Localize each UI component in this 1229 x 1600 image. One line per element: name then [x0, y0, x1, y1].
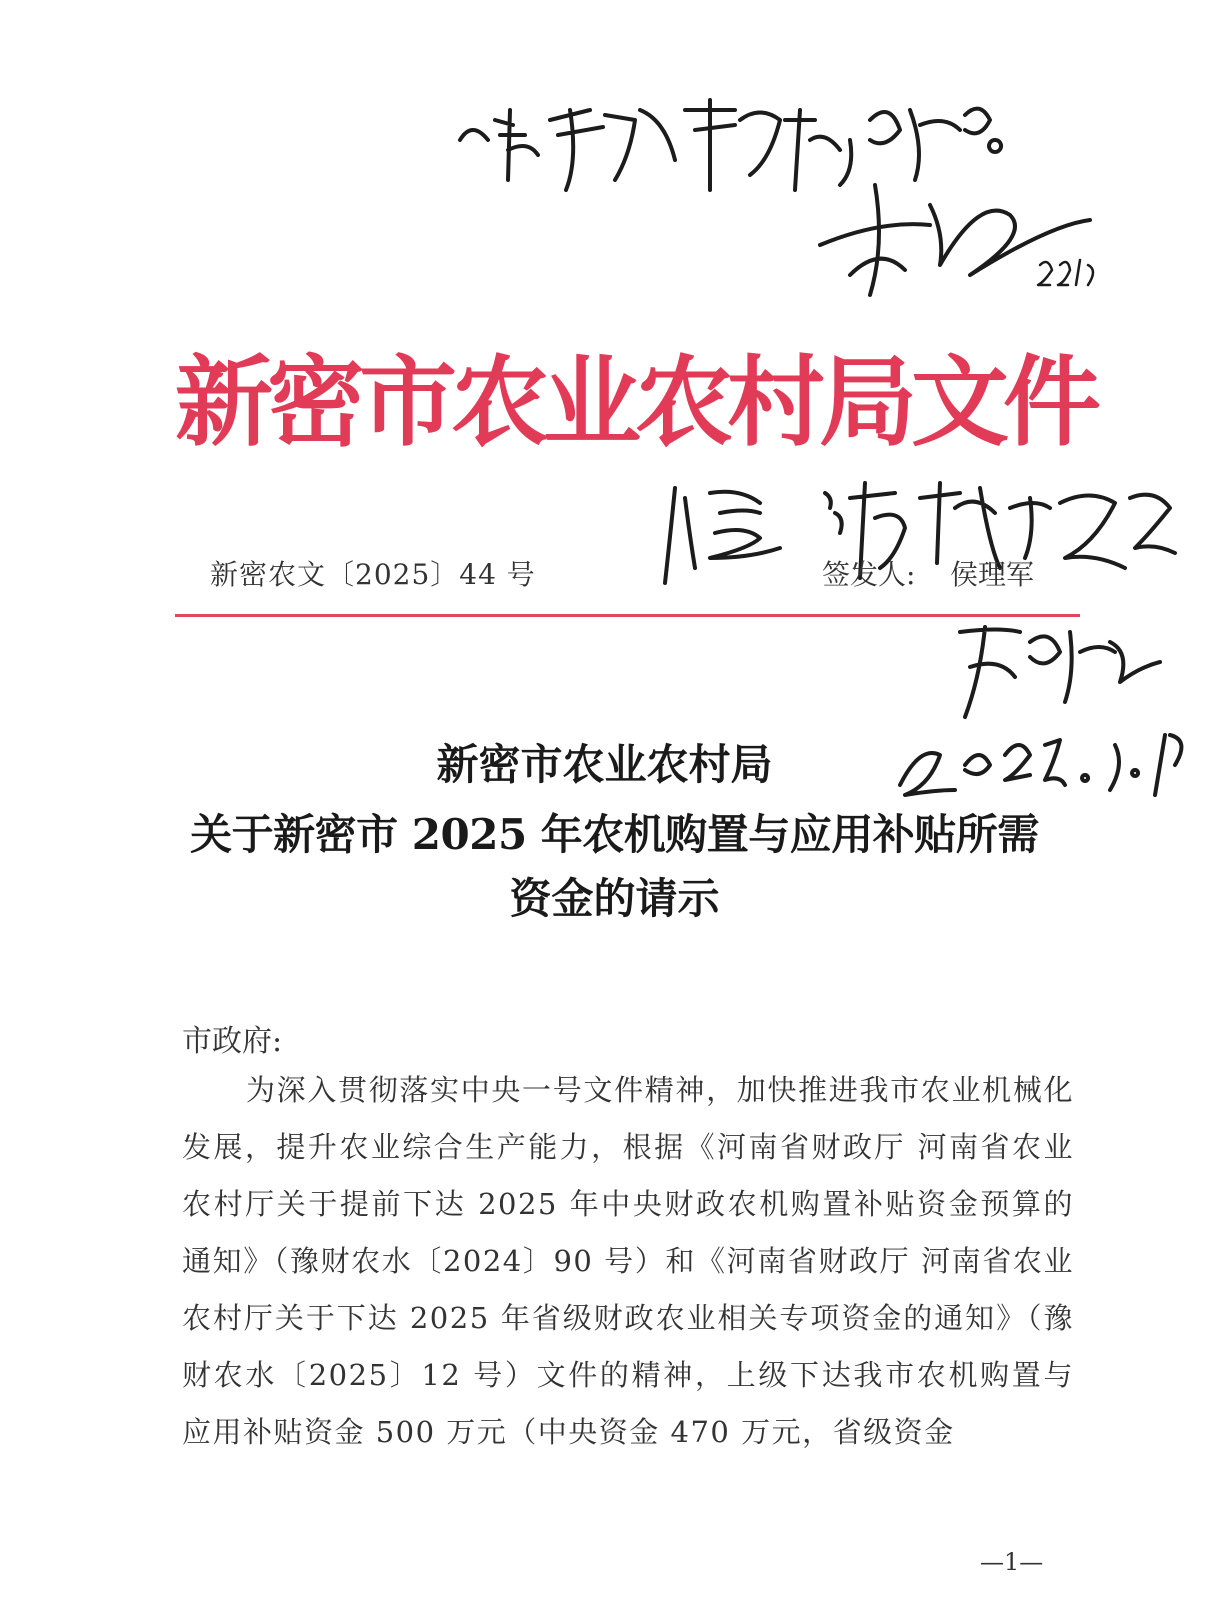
- handwritten-signature-top: [810, 165, 1110, 305]
- document-title-line-3: 资金的请示: [509, 874, 720, 923]
- salutation: 市政府:: [182, 1024, 283, 1059]
- handwriting-strokes-mid: [650, 468, 1190, 588]
- signature-strokes-mid: [940, 612, 1180, 722]
- signature-strokes-top: [810, 165, 1110, 305]
- document-title-line-2: 关于新密市 2025 年农机购置与应用补贴所需: [190, 810, 1039, 859]
- page-number: —1—: [980, 1548, 1044, 1576]
- body-paragraph: 为深入贯彻落实中央一号文件精神，加快推进我市农业机械化发展，提升农业综合生产能力，根据《河南省财政厅 河南省农业农村厅关于提前下达 2025 年中央财政农机购置补贴资金预算的通知》（豫财农水〔2024〕90 号）和《河南省财政厅 河南省农业农村厅关于下达 2025 年省级财政农业相关专项资金的通知》（豫财农水〔2025〕12 号）文件的精神，上级下达我市农机购置与应用补贴资金 500 万元（中央资金 470 万元，省级资金: [182, 1073, 1074, 1449]
- signer-label: 签发人:: [822, 558, 916, 591]
- document-number: 新密农文〔2025〕44 号: [210, 558, 536, 591]
- handwritten-signature-mid: [940, 612, 1180, 722]
- handwritten-comment-mid: [650, 468, 1190, 588]
- document-title-line-1: 新密市农业农村局: [436, 740, 773, 789]
- signer-name: 侯理军: [950, 558, 1035, 591]
- masthead-title: 新密市农业农村局文件: [175, 345, 1096, 460]
